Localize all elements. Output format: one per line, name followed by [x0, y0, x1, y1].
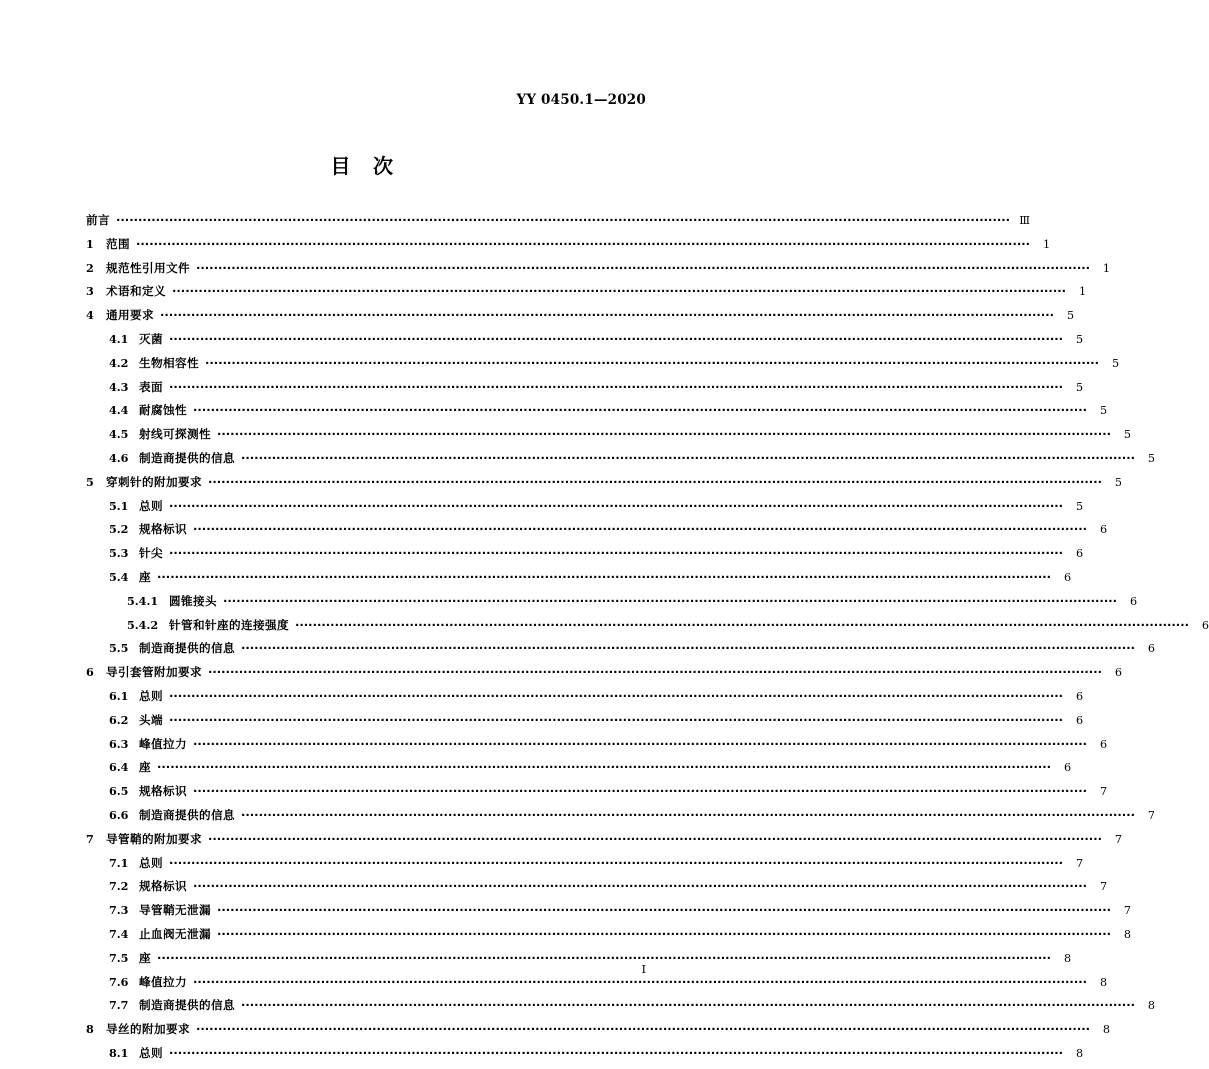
toc-entry[interactable] — [86, 617, 1209, 641]
toc-entry-label: 规格标识 — [139, 784, 187, 799]
toc-entry-label: 总则 — [139, 855, 163, 870]
toc-entry-page-number: 8 — [1102, 1023, 1111, 1037]
toc-entry-number: 7.2 — [109, 879, 129, 894]
standard-code-header: YY 0450.1—2020 — [516, 92, 646, 108]
toc-entry-page-number: Ⅲ — [1019, 214, 1031, 227]
toc-leader-dots — [116, 214, 1010, 226]
toc-entry[interactable] — [86, 926, 1132, 950]
toc-leader-dots — [196, 262, 1090, 274]
toc-leader-dots — [217, 428, 1111, 440]
toc-entry-label: 生物相容性 — [139, 355, 199, 370]
toc-entry[interactable] — [86, 902, 1132, 926]
toc-entry[interactable] — [86, 807, 1156, 831]
toc-entry-number: 4.5 — [109, 427, 129, 442]
toc-entry-number: 6.6 — [109, 807, 129, 822]
toc-entry-number: 4.3 — [109, 379, 129, 394]
toc-entry[interactable] — [86, 307, 1075, 331]
toc-entry[interactable] — [86, 521, 1108, 545]
toc-entry-label: 总则 — [139, 1045, 163, 1060]
toc-entry-number: 4.1 — [109, 331, 129, 346]
toc-entry-label: 圆锥接头 — [169, 593, 217, 608]
toc-entry-number: 5 — [86, 474, 94, 489]
toc-leader-dots — [169, 547, 1063, 559]
toc-leader-dots — [169, 500, 1063, 512]
toc-entry-number: 3 — [86, 284, 94, 299]
page-title-char-2: 次 — [373, 154, 394, 178]
toc-entry-page-number: 5 — [1111, 356, 1120, 370]
toc-entry[interactable] — [86, 474, 1123, 498]
toc-entry-label: 穿刺针的附加要求 — [106, 474, 202, 489]
toc-entry-page-number: 6 — [1201, 618, 1209, 632]
toc-entry[interactable] — [86, 831, 1123, 855]
toc-entry[interactable] — [86, 974, 1108, 998]
toc-entry-label: 总则 — [139, 688, 163, 703]
toc-entry[interactable] — [86, 950, 1072, 974]
toc-entry[interactable] — [86, 593, 1138, 617]
toc-entry-number: 7.5 — [109, 950, 129, 965]
toc-entry-number: 7.3 — [109, 903, 129, 918]
toc-entry-page-number: 1 — [1078, 285, 1087, 299]
toc-leader-dots — [169, 381, 1063, 393]
toc-entry-label: 制造商提供的信息 — [139, 450, 235, 465]
toc-leader-dots — [193, 785, 1087, 797]
toc-entry[interactable] — [86, 1021, 1111, 1045]
toc-entry-label: 峰值拉力 — [139, 974, 187, 989]
toc-entry[interactable] — [86, 736, 1108, 760]
toc-entry-label: 前言 — [86, 213, 110, 227]
toc-entry-label: 头端 — [139, 712, 163, 727]
toc-entry-page-number: 5 — [1066, 309, 1075, 323]
toc-entry-page-number: 6 — [1075, 689, 1084, 703]
toc-entry-number: 8 — [86, 1022, 94, 1037]
toc-entry-label: 规格标识 — [139, 522, 187, 537]
toc-entry-label: 座 — [139, 950, 151, 965]
toc-entry-label: 导管鞘的附加要求 — [106, 831, 202, 846]
toc-entry-number: 7 — [86, 831, 94, 846]
toc-leader-dots — [136, 238, 1030, 250]
toc-entry-number: 4.2 — [109, 355, 129, 370]
toc-entry-page-number: 6 — [1099, 737, 1108, 751]
toc-entry[interactable] — [86, 331, 1084, 355]
toc-entry[interactable] — [86, 379, 1084, 403]
toc-entry-page-number: 5 — [1075, 380, 1084, 394]
toc-entry-number: 6.3 — [109, 736, 129, 751]
toc-entry-label: 表面 — [139, 379, 163, 394]
toc-entry-label: 射线可探测性 — [139, 427, 211, 442]
toc-entry-number: 5.5 — [109, 641, 129, 656]
toc-entry[interactable] — [86, 878, 1108, 902]
toc-entry[interactable] — [86, 569, 1072, 593]
toc-leader-dots — [169, 1047, 1063, 1059]
toc-leader-dots — [172, 285, 1066, 297]
toc-entry-page-number: 8 — [1123, 927, 1132, 941]
toc-leader-dots — [169, 333, 1063, 345]
toc-entry[interactable] — [86, 783, 1108, 807]
toc-entry-page-number: 5 — [1099, 404, 1108, 418]
toc-entry[interactable] — [86, 283, 1087, 307]
toc-leader-dots — [241, 809, 1135, 821]
toc-entry-number: 4.4 — [109, 403, 129, 418]
toc-entry-page-number: 7 — [1114, 832, 1123, 846]
toc-entry-label: 导丝的附加要求 — [106, 1022, 190, 1037]
toc-entry-page-number: 1 — [1042, 237, 1051, 251]
toc-entry-page-number: 6 — [1099, 523, 1108, 537]
toc-entry-page-number: 7 — [1099, 880, 1108, 894]
toc-entry-number: 5.3 — [109, 546, 129, 561]
toc-entry-label: 峰值拉力 — [139, 736, 187, 751]
toc-entry[interactable] — [86, 260, 1111, 284]
toc-entry-page-number: 1 — [1102, 261, 1111, 275]
toc-entry-page-number: 8 — [1099, 975, 1108, 989]
toc-entry[interactable] — [86, 450, 1156, 474]
toc-entry[interactable] — [86, 545, 1084, 569]
toc-entry-page-number: 8 — [1063, 951, 1072, 965]
toc-entry-label: 制造商提供的信息 — [139, 998, 235, 1013]
toc-entry[interactable] — [86, 236, 1051, 260]
toc-entry-number: 5.2 — [109, 522, 129, 537]
toc-entry-number: 6 — [86, 665, 94, 680]
toc-entry-page-number: 8 — [1147, 999, 1156, 1013]
page-title — [0, 150, 724, 179]
toc-entry-label: 总则 — [139, 498, 163, 513]
toc-entry-number: 7.6 — [109, 974, 129, 989]
toc-entry-page-number: 6 — [1075, 547, 1084, 561]
table-of-contents — [86, 212, 1209, 1069]
toc-entry-label: 通用要求 — [106, 308, 154, 323]
toc-entry-label: 范围 — [106, 236, 130, 251]
toc-entry-page-number: 5 — [1147, 451, 1156, 465]
toc-entry-label: 制造商提供的信息 — [139, 807, 235, 822]
toc-leader-dots — [205, 357, 1099, 369]
toc-entry[interactable] — [86, 498, 1084, 522]
toc-entry-label: 导管鞘无泄漏 — [139, 903, 211, 918]
toc-entry-number: 6.2 — [109, 712, 129, 727]
toc-leader-dots — [217, 904, 1111, 916]
toc-leader-dots — [157, 761, 1051, 773]
toc-entry-page-number: 6 — [1147, 642, 1156, 656]
toc-entry-number: 6.5 — [109, 784, 129, 799]
toc-entry-label: 规范性引用文件 — [106, 260, 190, 275]
toc-entry-page-number: 7 — [1099, 785, 1108, 799]
toc-entry-label: 术语和定义 — [106, 284, 166, 299]
toc-entry-label: 针尖 — [139, 546, 163, 561]
toc-entry-number: 7.4 — [109, 926, 129, 941]
toc-leader-dots — [169, 857, 1063, 869]
toc-leader-dots — [157, 952, 1051, 964]
toc-entry-page-number: 5 — [1075, 332, 1084, 346]
toc-entry-number: 5.1 — [109, 498, 129, 513]
toc-entry[interactable] — [86, 355, 1120, 379]
toc-entry-page-number: 6 — [1063, 761, 1072, 775]
toc-leader-dots — [193, 738, 1087, 750]
toc-entry[interactable] — [86, 402, 1108, 426]
toc-entry[interactable] — [86, 1045, 1084, 1069]
page-title-char-1: 目 — [330, 154, 351, 178]
toc-entry-label: 灭菌 — [139, 331, 163, 346]
toc-leader-dots — [208, 833, 1102, 845]
toc-entry-page-number: 7 — [1147, 808, 1156, 822]
toc-entry[interactable] — [86, 640, 1156, 664]
toc-entry-page-number: 5 — [1075, 499, 1084, 513]
toc-leader-dots — [208, 666, 1102, 678]
toc-entry-number: 7.7 — [109, 998, 129, 1013]
toc-leader-dots — [193, 404, 1087, 416]
toc-entry-page-number: 6 — [1075, 713, 1084, 727]
toc-entry-page-number: 6 — [1063, 570, 1072, 584]
toc-entry[interactable] — [86, 426, 1132, 450]
toc-entry-page-number: 6 — [1114, 666, 1123, 680]
toc-entry-label: 规格标识 — [139, 879, 187, 894]
toc-entry-page-number: 5 — [1123, 428, 1132, 442]
toc-leader-dots — [241, 642, 1135, 654]
toc-entry[interactable] — [86, 759, 1072, 783]
toc-entry-label: 耐腐蚀性 — [139, 403, 187, 418]
toc-entry[interactable] — [86, 855, 1084, 879]
toc-entry[interactable] — [86, 997, 1156, 1021]
toc-entry-label: 针管和针座的连接强度 — [169, 617, 289, 632]
toc-entry-number: 7.1 — [109, 855, 129, 870]
toc-entry-page-number: 5 — [1114, 475, 1123, 489]
toc-leader-dots — [241, 999, 1135, 1011]
toc-leader-dots — [217, 928, 1111, 940]
toc-entry-number: 6.4 — [109, 760, 129, 775]
toc-entry-label: 导引套管附加要求 — [106, 665, 202, 680]
toc-entry-number: 1 — [86, 236, 94, 251]
toc-leader-dots — [295, 619, 1189, 631]
toc-entry-label: 座 — [139, 760, 151, 775]
toc-entry-label: 制造商提供的信息 — [139, 641, 235, 656]
toc-leader-dots — [193, 976, 1087, 988]
toc-entry-number: 2 — [86, 260, 94, 275]
toc-leader-dots — [169, 714, 1063, 726]
toc-leader-dots — [241, 452, 1135, 464]
toc-entry-page-number: 6 — [1129, 594, 1138, 608]
toc-leader-dots — [160, 309, 1054, 321]
toc-entry[interactable] — [86, 712, 1084, 736]
toc-entry-label: 止血阀无泄漏 — [139, 926, 211, 941]
toc-leader-dots — [157, 571, 1051, 583]
toc-entry-page-number: 8 — [1075, 1046, 1084, 1060]
toc-entry[interactable] — [86, 664, 1123, 688]
toc-entry-number: 4 — [86, 308, 94, 323]
toc-entry-number: 8.1 — [109, 1045, 129, 1060]
toc-leader-dots — [196, 1023, 1090, 1035]
toc-entry-page-number: 7 — [1123, 904, 1132, 918]
toc-leader-dots — [169, 690, 1063, 702]
toc-entry[interactable] — [86, 212, 1031, 236]
toc-entry-number: 5.4.2 — [127, 617, 159, 632]
toc-entry-number: 5.4.1 — [127, 593, 159, 608]
toc-leader-dots — [193, 880, 1087, 892]
toc-leader-dots — [193, 523, 1087, 535]
footer-page-number: I — [641, 962, 646, 976]
toc-entry-number: 4.6 — [109, 450, 129, 465]
toc-entry[interactable] — [86, 688, 1084, 712]
toc-entry-number: 5.4 — [109, 569, 129, 584]
toc-entry-label: 座 — [139, 569, 151, 584]
toc-leader-dots — [208, 476, 1102, 488]
toc-entry-page-number: 7 — [1075, 856, 1084, 870]
toc-entry-number: 6.1 — [109, 688, 129, 703]
toc-leader-dots — [223, 595, 1117, 607]
